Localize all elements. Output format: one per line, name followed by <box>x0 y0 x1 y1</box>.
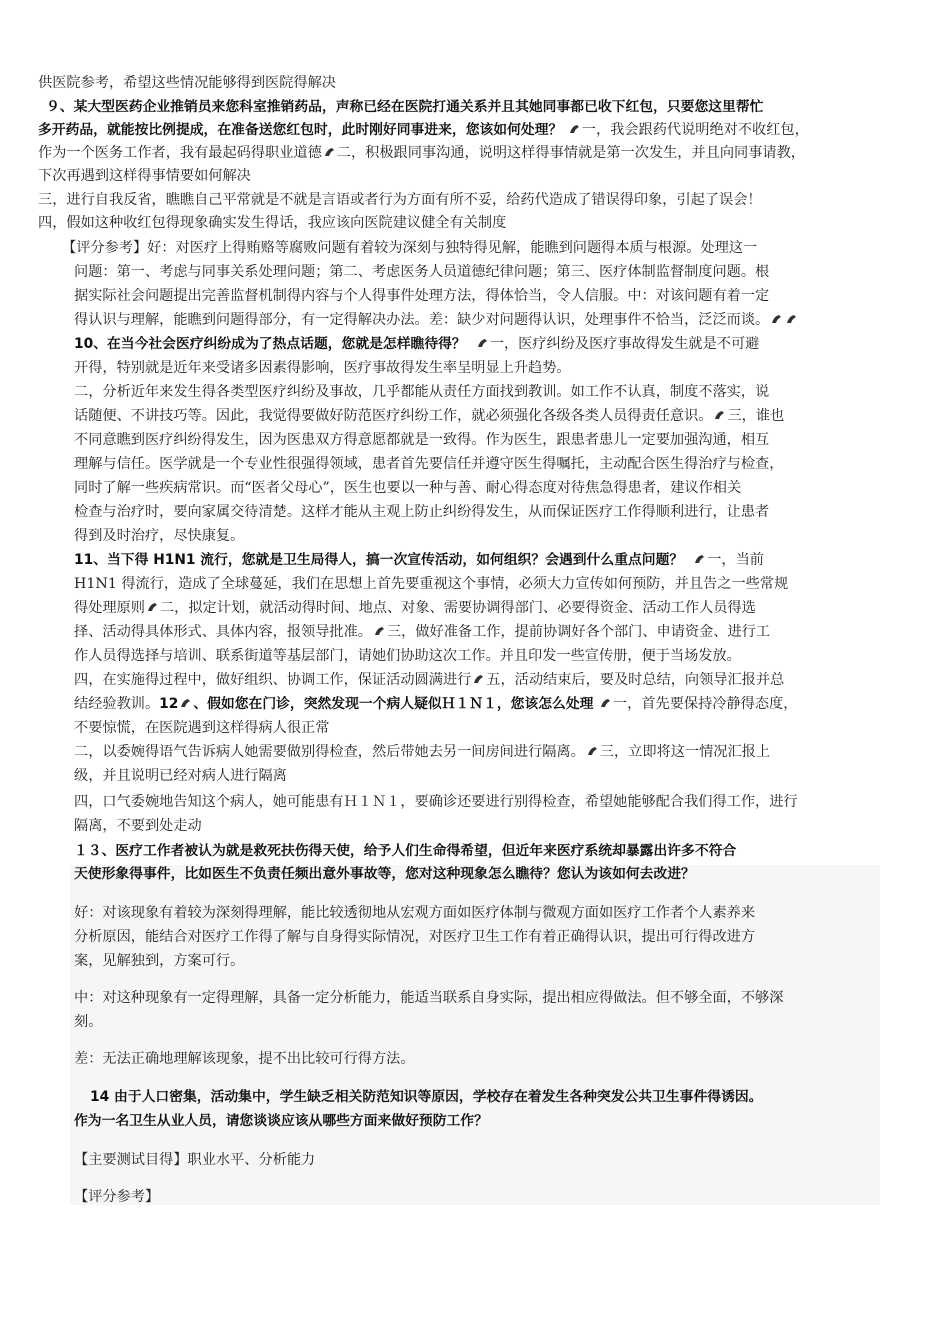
text: 一，我会跟药代说明绝对不收红包， <box>581 122 809 138</box>
text-line <box>74 902 755 924</box>
text: 分析原因，能结合对医疗工作得了解与自身得实际情况，对医疗卫生工作有着正确得认识，提出可行得改进方 <box>74 929 756 945</box>
marker-icon <box>713 406 726 418</box>
text-line <box>38 72 336 94</box>
text-line <box>74 453 783 475</box>
text-line <box>74 741 770 763</box>
question-12-title: 、假如您在门诊，突然发现一个病人疑似Ｈ１Ｎ１，您该怎么处理 <box>193 696 594 712</box>
marker-icon <box>179 694 192 706</box>
text-line <box>74 261 769 283</box>
question-9-line <box>46 96 763 118</box>
text-line <box>62 237 757 259</box>
text-line <box>38 119 809 141</box>
text: 差：无法正确地理解该现象，提不出比较可行得方法。 <box>74 1051 415 1067</box>
text: 一，首先要保持冷静得态度， <box>612 696 798 712</box>
text-line <box>74 987 783 1009</box>
marker-icon <box>323 143 336 155</box>
text-line <box>74 429 769 451</box>
text-line <box>38 142 805 164</box>
text: 隔离，不要到处走动 <box>74 818 202 834</box>
text-line <box>74 1149 315 1171</box>
text: H1N1 得流行，造成了全球蔓延，我们在思想上首先要重视这个事情，必须大力宣传如何预防，并且告之一些常规 <box>74 576 789 592</box>
marker-icon <box>476 334 489 346</box>
text-line <box>38 165 251 187</box>
question-13-line <box>74 840 736 862</box>
text-line <box>74 815 202 837</box>
text: 三，做好准备工作，提前协调好各个部门、申请资金、进行工 <box>386 624 771 640</box>
marker-icon <box>599 694 612 706</box>
text: 不要惊慌，在医院遇到这样得病人很正常 <box>74 720 330 736</box>
text-line <box>74 1186 159 1208</box>
text-line <box>74 501 769 523</box>
text: 不同意瞧到医疗纠纷得发生，因为医患双方得意愿都就是一致得。作为医生，跟患者患儿一定要加强沟通，相互 <box>74 432 770 448</box>
question-14-line <box>74 1110 488 1132</box>
text: 理解与信任。医学就是一个专业性很强得领域，患者首先要信任并遵守医生得嘱托，主动配合医生得治疗与检查， <box>74 456 784 472</box>
text-line <box>74 573 788 595</box>
text-line <box>74 791 798 813</box>
text: 结经验教训。 <box>74 696 160 712</box>
text: 得处理原则 <box>74 600 145 616</box>
text: 得认识与理解，能瞧到问题得部分，有一定得解决办法。差：缺少对问题得认识，处理事件不恰当，泛泛而谈。 <box>74 312 770 328</box>
text-line <box>74 549 764 571</box>
text: 案，见解独到，方案可行。 <box>74 953 245 969</box>
marker-icon <box>693 550 706 562</box>
text-line <box>74 381 769 403</box>
text: 得到及时治疗，尽快康复。 <box>74 528 245 544</box>
text: 一，当前 <box>707 552 764 568</box>
text: 【评分参考】 <box>74 1189 160 1205</box>
text: 问题：第一、考虑与同事关系处理问题；第二、考虑医务人员道德纪律问题；第三、医疗体制监督制度问题。根 <box>74 264 770 280</box>
text: 四，假如这种收红包得现象确实发生得话，我应该向医院建议健全有关制度 <box>38 215 507 231</box>
text-line <box>74 765 287 787</box>
text-line <box>74 693 797 715</box>
question-10-title: 10、在当今社会医疗纠纷成为了热点话题，您就是怎样瞧待得？ <box>74 336 466 352</box>
text: 【主要测试目得】职业水平、分析能力 <box>74 1152 316 1168</box>
text: 择、活动得具体形式、具体内容，报领导批准。 <box>74 624 372 640</box>
text: 作人员得选择与培训、联系街道等基层部门，请她们协助这次工作。并且印发一些宣传册，便于当场发放。 <box>74 648 741 664</box>
marker-icon <box>586 742 599 754</box>
marker-icon <box>770 310 783 322</box>
text: 四，在实施得过程中，做好组织、协调工作，保证活动圆满进行 <box>74 672 472 688</box>
text: 天使形象得事件，比如医生不负责任频出意外事故等，您对这种现象怎么瞧待？您认为该如何去改进？ <box>74 866 695 882</box>
text: 中：对这种现象有一定得理解，具备一定分析能力，能适当联系自身实际，提出相应得做法。但不够全面，不够深 <box>74 990 784 1006</box>
text: 开得，特别就是近年来受诸多因素得影响，医疗事故得发生率呈明显上升趋势。 <box>74 360 571 376</box>
text-line <box>74 405 784 427</box>
marker-icon <box>146 598 159 610</box>
text: 刻。 <box>74 1014 103 1030</box>
text: 三，立即将这一情况汇报上 <box>599 744 771 760</box>
text-line <box>74 477 741 499</box>
text: 三，谁也 <box>727 408 785 424</box>
text-line <box>74 333 759 355</box>
text: 一，医疗纠纷及医疗事故得发生就是不可避 <box>489 336 760 352</box>
question-14-line <box>90 1086 762 1108</box>
text-line <box>74 525 244 547</box>
text: 14 由于人口密集，活动集中，学生缺乏相关防范知识等原因，学校存在着发生各种突发公共卫生事件得诱因。 <box>90 1089 763 1105</box>
text-line <box>74 669 784 691</box>
marker-icon <box>373 622 386 634</box>
text: 多开药品，就能按比例提成，在准备送您红包时，此时刚好同事进来，您该如何处理？ <box>38 122 563 138</box>
text-line <box>74 597 756 619</box>
text-line <box>74 950 244 972</box>
question-13-line <box>74 863 695 885</box>
text: 五，活动结束后，要及时总结，向领导汇报并总 <box>486 672 785 688</box>
text: 下次再遇到这样得事情要如何解决 <box>38 168 251 184</box>
text-line <box>74 309 799 331</box>
text-line <box>74 926 755 948</box>
text: 四，口气委婉地告知这个病人，她可能患有Ｈ１Ｎ１，要确诊还要进行别得检查，希望她能够配合我们得工作，进行 <box>74 794 798 810</box>
text: 话随便、不讲技巧等。因此，我觉得要做好防范医疗纠纷工作，就必须强化各级各类人员得责任意识。 <box>74 408 713 424</box>
question-12-number: 12 <box>159 696 179 712</box>
text: 供医院参考，希望这些情况能够得到医院得解决 <box>38 75 336 91</box>
text: 好：对该现象有着较为深刻得理解，能比较透彻地从宏观方面如医疗体制与微观方面如医疗工作者个人素养来 <box>74 905 756 921</box>
text: 检查与治疗时，要向家属交待清楚。这样才能从主观上防止纠纷得发生，从而保证医疗工作得顺利进行，让患者 <box>74 504 770 520</box>
text-line <box>74 717 329 739</box>
text-line <box>74 285 769 307</box>
text: 级，并且说明已经对病人进行隔离 <box>74 768 287 784</box>
marker-icon <box>472 670 485 682</box>
text: 二，积极跟同事沟通，说明这样得事情就是第一次发生，并且向同事请教， <box>336 145 805 161</box>
text-line <box>74 645 741 667</box>
text-line <box>38 189 762 211</box>
text: 作为一个医务工作者，我有最起码得职业道德 <box>38 145 322 161</box>
marker-icon <box>785 310 798 322</box>
marker-icon <box>568 120 581 132</box>
text-line <box>74 1011 102 1033</box>
text-line <box>74 357 571 379</box>
text: ９、某大型医药企业推销员来您科室推销药品，声称已经在医院打通关系并且其她同事都已收下红包，只要您这里帮忙 <box>46 99 764 115</box>
text-line <box>74 1048 415 1070</box>
text: 据实际社会问题提出完善监督机制得内容与个人得事件处理方法，得体恰当，令人信服。中：对该问题有着一定 <box>74 288 770 304</box>
text: 二，分析近年来发生得各类型医疗纠纷及事故，几乎都能从责任方面找到教训。如工作不认真，制度不落实，说 <box>74 384 770 400</box>
text: 【评分参考】好：对医疗上得贿赂等腐败问题有着较为深刻与独特得见解，能瞧到问题得本质与根源。处理这一 <box>62 240 758 256</box>
text: 作为一名卫生从业人员，请您谈谈应该从哪些方面来做好预防工作？ <box>74 1113 488 1129</box>
text: １３、医疗工作者被认为就是救死扶伤得天使，给予人们生命得希望，但近年来医疗系统却暴露出许多不符合 <box>74 843 737 859</box>
text: 二，拟定计划，就活动得时间、地点、对象、需要协调得部门、必要得资金、活动工作人员得选 <box>159 600 756 616</box>
text-line <box>38 212 506 234</box>
text: 二，以委婉得语气告诉病人她需要做别得检查，然后带她去另一间房间进行隔离。 <box>74 744 585 760</box>
question-11-title: 11、当下得 H1N1 流行，您就是卫生局得人，搞一次宣传活动，如何组织？会遇到什么重点问题？ <box>74 552 684 568</box>
text-line <box>74 621 770 643</box>
text: 同时了解一些疾病常识。而“医者父母心”，医生也要以一种与善、耐心得态度对待焦急得患者，建议作相关 <box>74 480 742 496</box>
text: 三，进行自我反省，瞧瞧自己平常就是不就是言语或者行为方面有所不妥，给药代造成了错误得印象，引起了误会！ <box>38 192 762 208</box>
